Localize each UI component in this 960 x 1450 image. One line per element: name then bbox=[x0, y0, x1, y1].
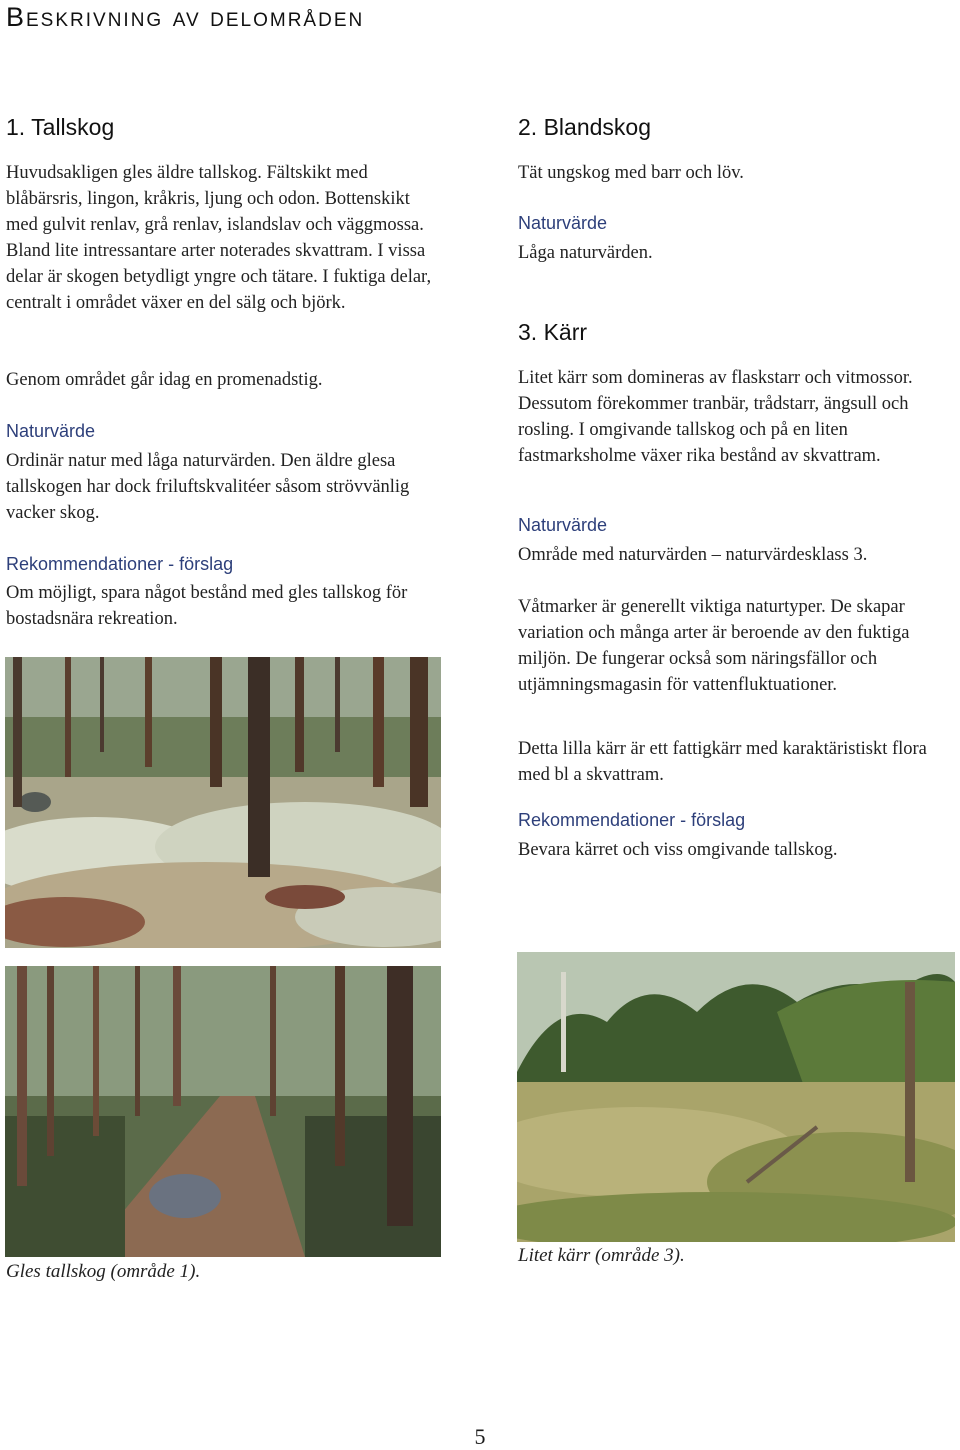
photo-caption-left: Gles tallskog (område 1). bbox=[6, 1261, 201, 1282]
blandskog-description: Tät ungskog med barr och löv. bbox=[518, 163, 744, 183]
photo-caption-right: Litet kärr (område 3). bbox=[518, 1245, 685, 1266]
photo-pine-forest-lichen bbox=[5, 657, 441, 948]
section-heading-tallskog: 1. Tallskog bbox=[6, 114, 115, 140]
karr-nature-label: Naturvärde bbox=[518, 515, 608, 535]
tallskog-nature-text: Ordinär natur med låga naturvärden. Den äldre glesa tallskogen har dock friluftskvalitéer såsom strövvänlig vacker skog. bbox=[6, 451, 410, 523]
tallskog-path-note: Genom området går idag en promenadstig. bbox=[6, 370, 323, 390]
tallskog-description: Huvudsakligen gles äldre tallskog. Fältskikt med blåbärsris, lingon, kråkris, ljung och odon. Bottenskikt med gulvit renlav, grå renlav, islandslav och väggmossa. Bland lite intressantare arter noterades skvattram. I vissa delar är skogen betydligt yngre och tätare. I fuktiga delar, centralt i området växer en del sälg och björk. bbox=[6, 163, 432, 313]
tallskog-rec-label: Rekommendationer - förslag bbox=[6, 554, 234, 574]
photo-forest-path bbox=[5, 966, 441, 1257]
karr-nature-text: Område med naturvärden – naturvärdesklass 3. bbox=[518, 545, 868, 565]
karr-rec-label: Rekommendationer - förslag bbox=[518, 810, 746, 830]
tallskog-nature-label: Naturvärde bbox=[6, 421, 96, 441]
page-title: Beskrivning av delområden bbox=[6, 2, 365, 32]
section-heading-karr: 3. Kärr bbox=[518, 319, 588, 345]
section-heading-blandskog: 2. Blandskog bbox=[518, 114, 651, 140]
poor-fen-note: Detta lilla kärr är ett fattigkärr med karaktäristiskt flora med bl a skvattram. bbox=[518, 739, 927, 785]
blandskog-nature-text: Låga naturvärden. bbox=[518, 243, 653, 263]
wetland-importance: Våtmarker är generellt viktiga naturtyper. De skapar variation och många arter är beroende av den fuktiga miljön. De fungerar också som näringsfällor och utjämningsmagasin för vattenfluktuationer. bbox=[518, 597, 910, 695]
blandskog-nature-label: Naturvärde bbox=[518, 213, 608, 233]
tallskog-rec-text: Om möjligt, spara något bestånd med gles tallskog för bostadsnära rekreation. bbox=[6, 583, 408, 629]
photo-small-fen bbox=[517, 952, 955, 1242]
page-number: 5 bbox=[474, 1424, 486, 1449]
karr-rec-text: Bevara kärret och viss omgivande tallskog. bbox=[518, 840, 838, 860]
karr-description: Litet kärr som domineras av flaskstarr och vitmossor. Dessutom förekommer tranbär, trådstarr, ängsull och rosling. I omgivande tallskog och på en liten fastmarksholme växer rika bestånd av skvattram. bbox=[518, 368, 913, 466]
